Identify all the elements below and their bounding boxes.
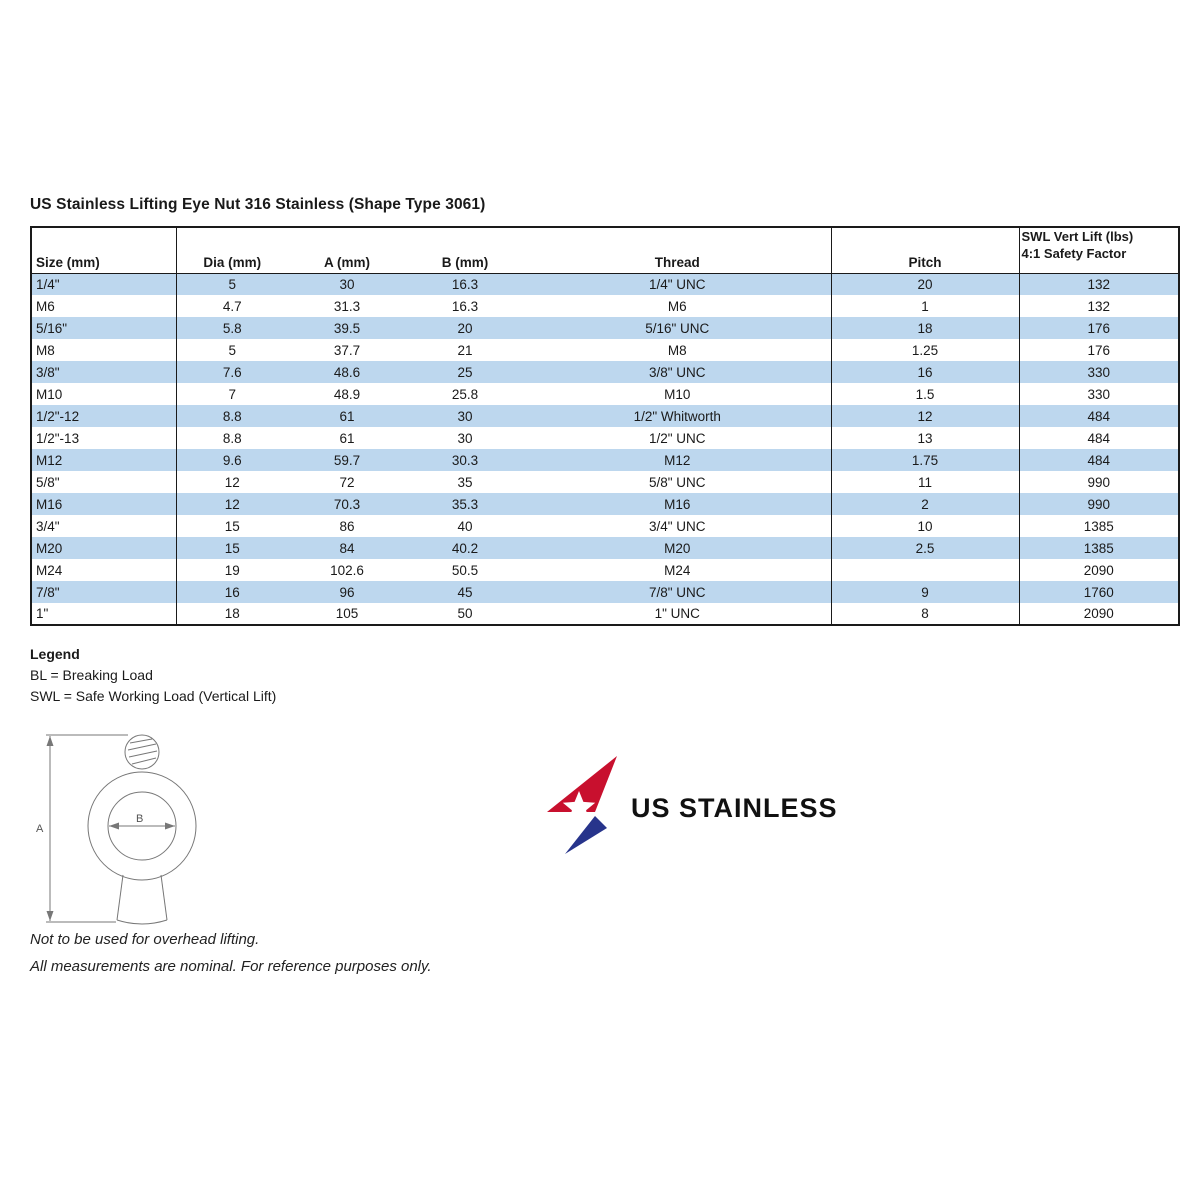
table-row — [31, 405, 1179, 427]
cell-size: M8 — [36, 342, 55, 358]
cell-a: 86 — [339, 518, 355, 534]
header-pitch: Pitch — [831, 227, 1019, 273]
cell-b: 16.3 — [451, 298, 479, 314]
cell-dia: 4.7 — [176, 295, 288, 317]
cell-dia: 8.8 — [176, 427, 288, 449]
cell-a: 37.7 — [333, 342, 361, 358]
page-title: US Stainless Lifting Eye Nut 316 Stainless (Shape Type 3061) — [30, 196, 486, 213]
header-swl-line2: 4:1 Safety Factor — [1021, 245, 1127, 261]
cell-thread: 3/8" UNC — [648, 364, 706, 380]
cell-swl: 1760 — [1019, 581, 1179, 603]
cell-swl: 132 — [1019, 295, 1179, 317]
cell-a: 61 — [339, 408, 355, 424]
cell-swl: 1385 — [1019, 537, 1179, 559]
table-row — [31, 581, 1179, 603]
cell-a: 84 — [339, 540, 355, 556]
legend-line-bl: BL = Breaking Load — [30, 667, 153, 683]
cell-b: 25 — [457, 364, 473, 380]
cell-size: 7/8" — [36, 584, 60, 600]
cell-size: 3/4" — [36, 518, 60, 534]
cell-swl: 330 — [1019, 383, 1179, 405]
cell-size: M6 — [36, 298, 55, 314]
cell-size: 1/4" — [36, 276, 60, 292]
cell-pitch: 2 — [831, 493, 1019, 515]
cell-a: 59.7 — [333, 452, 361, 468]
footer-line-1: Not to be used for overhead lifting. — [30, 931, 260, 948]
cell-dia: 8.8 — [176, 405, 288, 427]
cell-pitch: 1 — [831, 295, 1019, 317]
cell-pitch: 11 — [831, 471, 1019, 493]
cell-pitch: 18 — [831, 317, 1019, 339]
header-thread: Thread — [654, 254, 700, 270]
cell-dia: 15 — [176, 515, 288, 537]
cell-size: 1/2"-13 — [36, 430, 80, 446]
header-a: A (mm) — [324, 254, 370, 270]
cell-pitch: 10 — [831, 515, 1019, 537]
cell-size: M24 — [36, 562, 63, 578]
cell-dia: 18 — [176, 603, 288, 625]
cell-b: 35.3 — [451, 496, 479, 512]
cell-swl: 1385 — [1019, 515, 1179, 537]
table-body — [31, 273, 1179, 625]
cell-b: 35 — [457, 474, 473, 490]
cell-dia: 7 — [176, 383, 288, 405]
cell-pitch: 1.25 — [831, 339, 1019, 361]
cell-thread: M8 — [667, 342, 687, 358]
table-row — [31, 295, 1179, 317]
cell-swl: 132 — [1019, 273, 1179, 295]
table-row — [31, 427, 1179, 449]
cell-dia: 15 — [176, 537, 288, 559]
cell-b: 40.2 — [451, 540, 479, 556]
cell-dia: 12 — [176, 493, 288, 515]
cell-thread: 1/4" UNC — [648, 276, 706, 292]
cell-thread: 5/8" UNC — [648, 474, 706, 490]
legend-block — [30, 644, 276, 707]
cell-pitch: 9 — [831, 581, 1019, 603]
spec-table — [30, 226, 1180, 626]
table-row — [31, 449, 1179, 471]
cell-a: 96 — [339, 584, 355, 600]
legend-title: Legend — [30, 646, 80, 662]
cell-thread: 5/16" UNC — [645, 320, 710, 336]
cell-pitch: 12 — [831, 405, 1019, 427]
header-swl-line1: SWL Vert Lift (lbs) — [1021, 229, 1134, 244]
dim-a-label: A — [36, 823, 44, 835]
cell-a: 48.9 — [333, 386, 361, 402]
cell-size: M12 — [36, 452, 63, 468]
cell-a: 48.6 — [333, 364, 361, 380]
cell-b: 30.3 — [451, 452, 479, 468]
cell-thread: M16 — [664, 496, 691, 512]
cell-dia: 9.6 — [176, 449, 288, 471]
cell-b: 40 — [457, 518, 473, 534]
cell-pitch: 2.5 — [831, 537, 1019, 559]
cell-size: M16 — [36, 496, 63, 512]
us-stainless-star-icon — [545, 754, 625, 854]
cell-dia: 19 — [176, 559, 288, 581]
cell-b: 25.8 — [451, 386, 479, 402]
cell-pitch: 1.75 — [831, 449, 1019, 471]
cell-pitch — [831, 559, 1019, 581]
table-row — [31, 559, 1179, 581]
cell-dia: 5.8 — [176, 317, 288, 339]
cell-thread: M6 — [667, 298, 687, 314]
cell-dia: 16 — [176, 581, 288, 603]
cell-size: 1/2"-12 — [36, 408, 80, 424]
logo-text: US STAINLESS — [631, 792, 838, 823]
table-row — [31, 339, 1179, 361]
dim-b-label: B — [136, 813, 144, 825]
cell-swl: 484 — [1019, 449, 1179, 471]
cell-a: 102.6 — [330, 562, 364, 578]
cell-b: 30 — [457, 408, 473, 424]
cell-a: 72 — [339, 474, 355, 490]
cell-b: 50 — [457, 606, 473, 621]
cell-swl: 484 — [1019, 427, 1179, 449]
cell-thread: M20 — [664, 540, 691, 556]
footer-line-2: All measurements are nominal. For reference purposes only. — [30, 958, 432, 975]
cell-size: 1" — [36, 606, 49, 621]
table-row — [31, 603, 1179, 625]
cell-thread: 1/2" Whitworth — [633, 408, 721, 424]
header-size: Size (mm) — [36, 254, 100, 270]
cell-thread: M12 — [664, 452, 691, 468]
cell-a: 61 — [339, 430, 355, 446]
cell-a: 70.3 — [333, 496, 361, 512]
cell-thread: 1/2" UNC — [648, 430, 706, 446]
table-row — [31, 317, 1179, 339]
header-b: B (mm) — [441, 254, 489, 270]
cell-a: 30 — [339, 276, 355, 292]
cell-swl: 990 — [1019, 471, 1179, 493]
table-row — [31, 361, 1179, 383]
cell-size: M10 — [36, 386, 63, 402]
cell-swl: 484 — [1019, 405, 1179, 427]
cell-size: 5/8" — [36, 474, 60, 490]
cell-swl: 176 — [1019, 317, 1179, 339]
cell-swl: 176 — [1019, 339, 1179, 361]
legend-line-swl: SWL = Safe Working Load (Vertical Lift) — [30, 688, 277, 704]
cell-size: 3/8" — [36, 364, 60, 380]
cell-dia: 5 — [176, 339, 288, 361]
cell-size: M20 — [36, 540, 63, 556]
footer-disclaimer — [30, 926, 432, 980]
cell-swl: 990 — [1019, 493, 1179, 515]
cell-dia: 5 — [176, 273, 288, 295]
cell-b: 16.3 — [451, 276, 479, 292]
cell-pitch: 20 — [831, 273, 1019, 295]
cell-swl: 2090 — [1019, 603, 1179, 625]
cell-b: 20 — [457, 320, 473, 336]
cell-b: 21 — [457, 342, 473, 358]
cell-b: 30 — [457, 430, 473, 446]
header-row — [31, 227, 1179, 273]
table-row — [31, 471, 1179, 493]
table-row — [31, 537, 1179, 559]
cell-pitch: 1.5 — [831, 383, 1019, 405]
cell-thread: 1" UNC — [654, 606, 700, 621]
cell-thread: 3/4" UNC — [648, 518, 706, 534]
cell-pitch: 16 — [831, 361, 1019, 383]
table-row — [31, 383, 1179, 405]
eye-nut-drawing-icon — [34, 726, 229, 931]
header-dia: Dia (mm) — [176, 227, 288, 273]
header-swl — [1019, 227, 1179, 273]
table-row — [31, 493, 1179, 515]
cell-thread: 7/8" UNC — [648, 584, 706, 600]
table-row — [31, 515, 1179, 537]
cell-swl: 2090 — [1019, 559, 1179, 581]
cell-a: 31.3 — [333, 298, 361, 314]
cell-b: 45 — [457, 584, 473, 600]
table-row — [31, 273, 1179, 295]
cell-pitch: 8 — [831, 603, 1019, 625]
eye-nut-diagram — [34, 726, 229, 936]
cell-size: 5/16" — [36, 320, 68, 336]
cell-thread: M10 — [664, 386, 691, 402]
cell-a: 39.5 — [333, 320, 361, 336]
cell-dia: 7.6 — [176, 361, 288, 383]
cell-dia: 12 — [176, 471, 288, 493]
cell-b: 50.5 — [451, 562, 479, 578]
cell-thread: M24 — [664, 562, 691, 578]
us-stainless-logo — [545, 754, 838, 854]
cell-swl: 330 — [1019, 361, 1179, 383]
cell-a: 105 — [335, 606, 359, 621]
cell-pitch: 13 — [831, 427, 1019, 449]
